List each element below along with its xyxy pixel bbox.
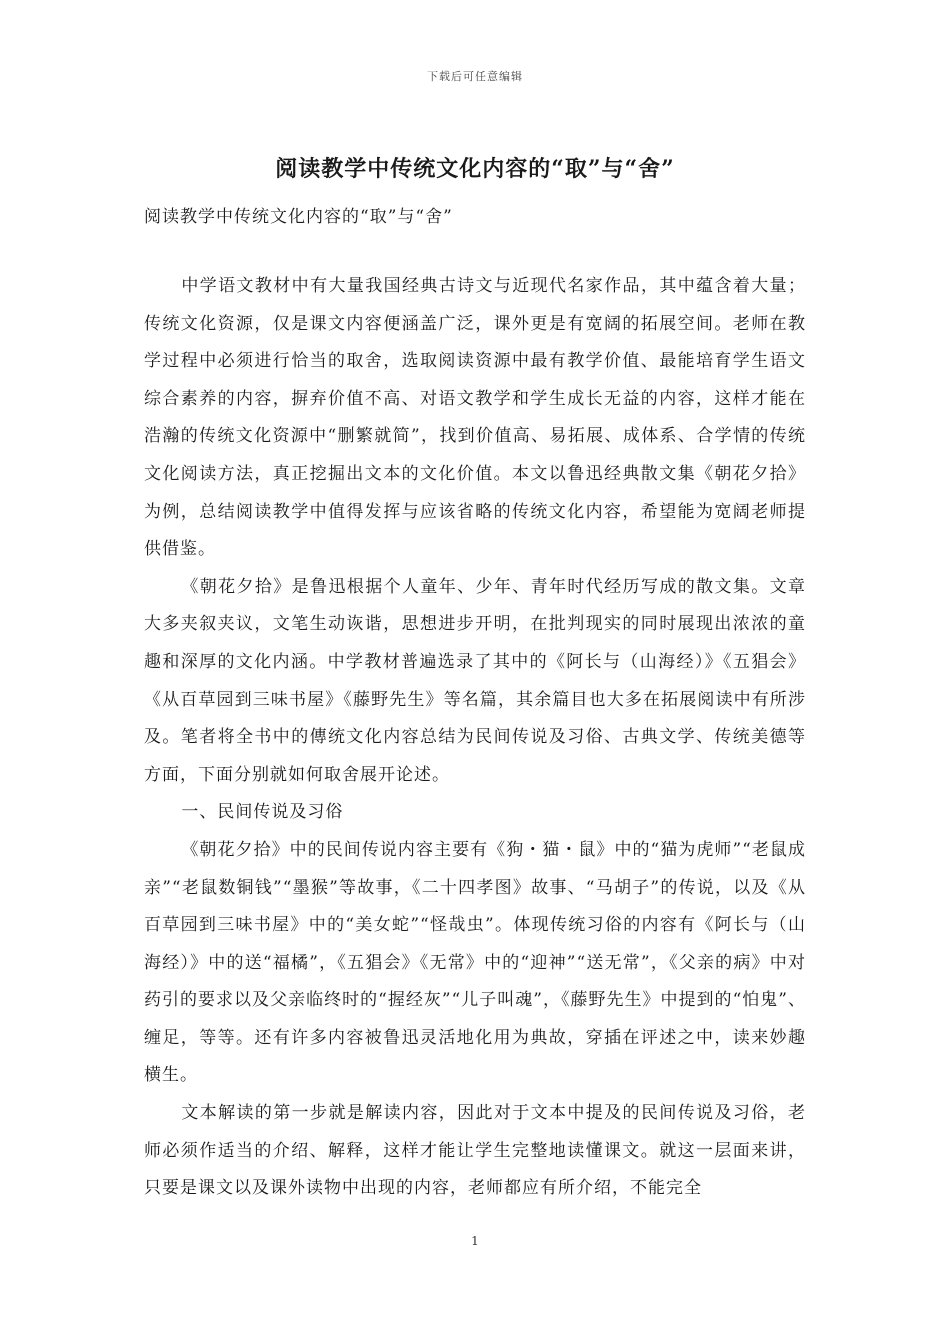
paragraph-intro: 中学语文教材中有大量我国经典古诗文与近现代名家作品，其中蕴含着大量；传统文化资源，仅是课文内容便涵盖广泛，课外更是有宽阔的拓展空间。老师在教学过程中必须进行恰当的取舍，选取阅读资源中最有教学价值、最能培育学生语文综合素养的内容，摒弃价值不高、对语文教学和学生成长无益的内容，这样才能在浩瀚的传统文化资源中“删繁就简”，找到价值高、易拓展、成体系、合学情的传统文化阅读方法，真正挖掘出文本的文化价值。本文以鲁迅经典散文集《朝花夕拾》为例，总结阅读教学中值得发挥与应该省略的传统文化内容，希望能为宽阔老师提供借鉴。 [144,276,806,560]
header-note: 下载后可任意编辑 [427,70,523,83]
paragraph-text-interpretation: 文本解读的第一步就是解读内容，因此对于文本中提及的民间传说及习俗，老师必须作适当的介绍、解释，这样才能让学生完整地读懂课文。就这一层面来讲，只要是课文以及课外读物中出现的内容，老师都应有所介绍，不能完全 [144,1103,806,1199]
document-title: 阅读教学中传统文化内容的“取”与“舍” [275,156,675,182]
document-subtitle: 阅读教学中传统文化内容的“取”与“舍” [144,207,453,227]
paragraph-folk-legends: 《朝花夕拾》中的民间传说内容主要有《狗・猫・鼠》中的“猫为虎师”“老鼠成亲”“老鼠数铜钱”“墨猴”等故事，《二十四孝图》故事、“马胡子”的传说，以及《从百草园到三味书屋》中的“美女蛇”“怪哉虫”。体现传统习俗的内容有《阿长与（山海经）》中的送“福橘”，《五猖会》《无常》中的“迎神”“送无常”，《父亲的病》中对药引的要求以及父亲临终时的“握经灰”“儿子叫魂”，《藤野先生》中提到的“怕鬼”、缠足，等等。还有许多内容被鲁迅灵活地化用为典故，穿插在评述之中，读来妙趣横生。 [144,839,806,1086]
section-heading-folk-legends: 一、民间传说及习俗 [181,802,344,823]
page-number: 1 [471,1234,479,1248]
paragraph-book-overview: 《朝花夕拾》是鲁迅根据个人童年、少年、青年时代经历写成的散文集。文章大多夹叙夹议，文笔生动诙谐，思想进步开明，在批判现实的同时展现出浓浓的童趣和深厚的文化内涵。中学教材普遍选录了其中的《阿长与（山海经）》《五猖会》《从百草园到三味书屋》《藤野先生》等名篇，其余篇目也大多在拓展阅读中有所涉及。笔者将全书中的傳统文化内容总结为民间传说及习俗、古典文学、传统美德等方面，下面分别就如何取舍展开论述。 [144,576,806,785]
document-body [144,268,806,1208]
